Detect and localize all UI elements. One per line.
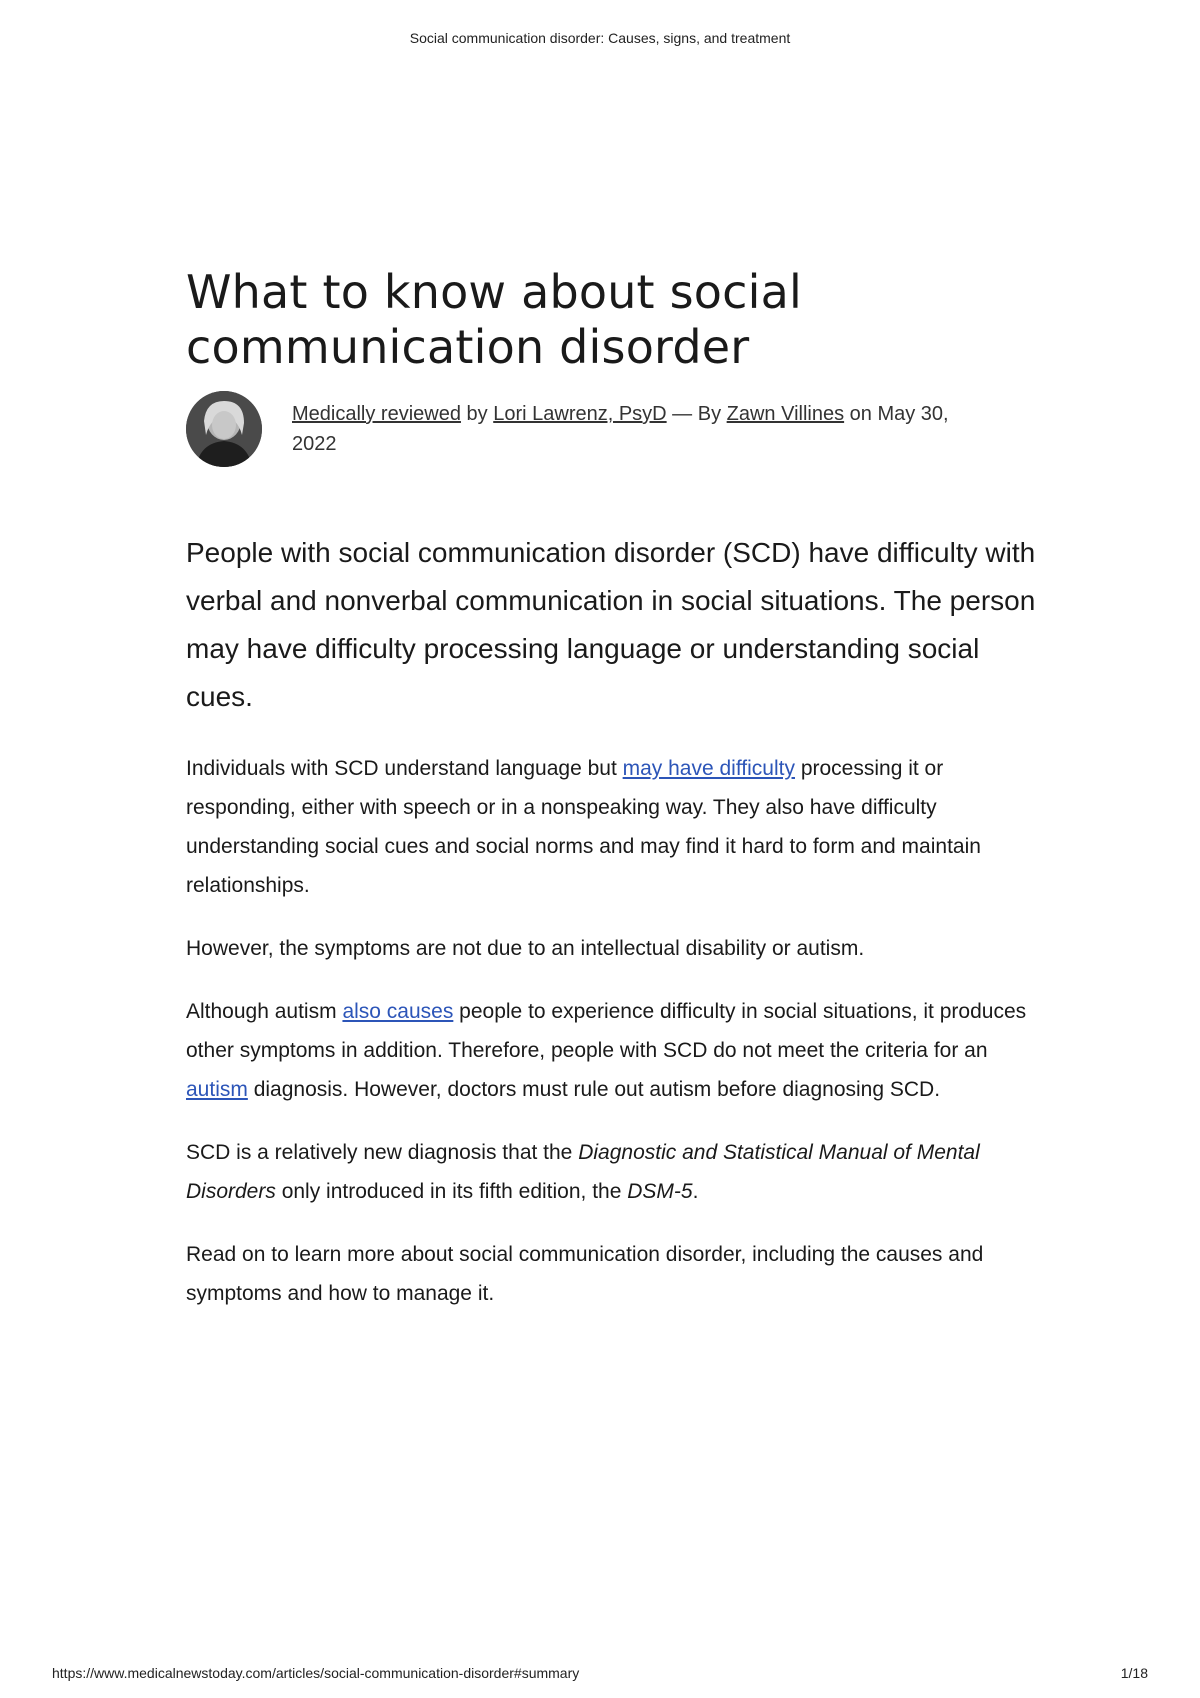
dsm-full-title: Diagnostic and Statistical Manual of Mental Disorders <box>186 1141 980 1203</box>
autism-link[interactable]: autism <box>186 1078 248 1101</box>
paragraph-1-text-b: processing it or responding, either with speech or in a nonspeaking way. They also have difficulty understanding social cues and social norms and may find it hard to form and maintain relationships. <box>186 757 981 897</box>
paragraph-4 <box>186 1133 1036 1211</box>
paragraph-3 <box>186 992 1036 1109</box>
reviewer-avatar <box>186 391 262 467</box>
paragraph-3-text-b: people to experience difficulty in social situations, it produces other symptoms in addition. Therefore, people with SCD do not meet the criteria for an <box>186 1000 1027 1062</box>
article-title-line-1: What to know about social <box>186 265 802 319</box>
may-have-difficulty-link[interactable]: may have difficulty <box>622 757 795 780</box>
paragraph-4-text-b: only introduced in its fifth edition, the <box>275 1180 628 1203</box>
paragraph-1-text-a: Individuals with SCD understand language but <box>186 757 623 780</box>
paragraph-3-text-a: Although autism <box>186 1000 343 1023</box>
article-lead: People with social communication disorder (SCD) have difficulty with verbal and nonverbal communication in social situations. The person may have difficulty processing language or understanding social cues. <box>186 537 1036 712</box>
article-title <box>186 265 1036 375</box>
medically-reviewed-link[interactable]: Medically reviewed <box>292 403 461 425</box>
print-header-title: Social communication disorder: Causes, signs, and treatment <box>409 30 791 46</box>
author-link[interactable]: Zawn Villines <box>726 403 845 425</box>
publish-date: on May 30, 2022 <box>292 403 949 455</box>
article-title-line-2: communication disorder <box>186 320 750 374</box>
paragraph-3-text-c: diagnosis. However, doctors must rule out autism before diagnosing SCD. <box>247 1078 941 1101</box>
also-causes-link[interactable]: also causes <box>342 1000 454 1023</box>
paragraph-2: However, the symptoms are not due to an intellectual disability or autism. <box>186 937 865 960</box>
article <box>186 265 1036 1334</box>
print-footer-page-number: 1/18 <box>1120 1665 1148 1681</box>
byline-text <box>292 399 992 459</box>
paragraph-4-text-c: . <box>692 1180 699 1203</box>
reviewer-link[interactable]: Lori Lawrenz, PsyD <box>493 403 667 425</box>
dsm-5-abbreviation: DSM-5 <box>627 1180 693 1203</box>
avatar-portrait-icon <box>186 391 262 467</box>
byline-by-text: by <box>460 403 494 425</box>
print-footer-url: https://www.medicalnewstoday.com/articles/social-communication-disorder#summary <box>52 1665 580 1681</box>
paragraph-1 <box>186 749 1036 905</box>
paragraph-5: Read on to learn more about social communication disorder, including the causes and symptoms and how to manage it. <box>186 1243 984 1305</box>
byline-author-prefix: — By <box>666 403 727 425</box>
paragraph-4-text-a: SCD is a relatively new diagnosis that the <box>186 1141 579 1164</box>
byline <box>186 391 1036 467</box>
